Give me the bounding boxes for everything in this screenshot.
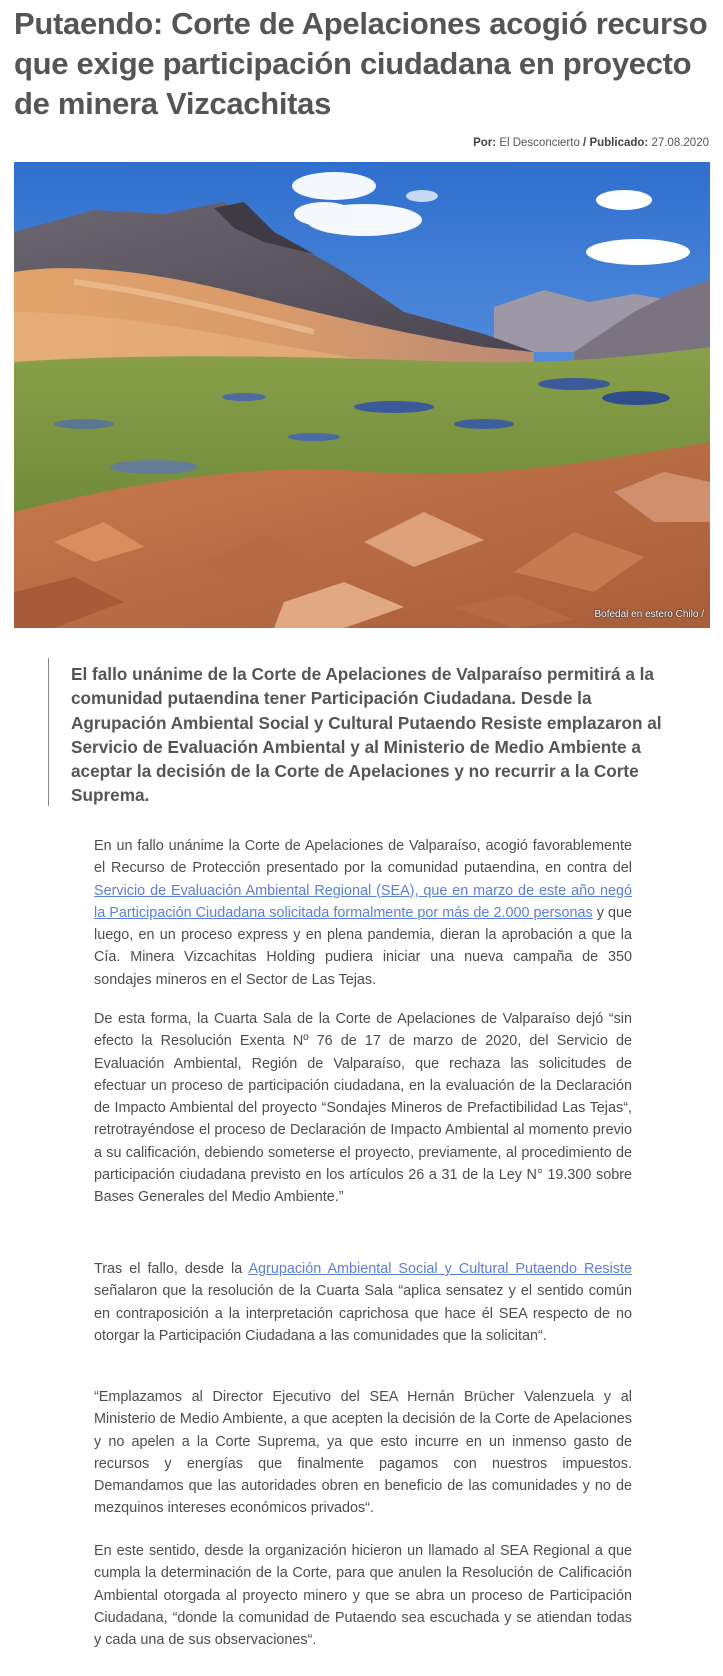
- article-title: Putaendo: Corte de Apelaciones acogió recurso que exige participación ciudadana en proyecto de minera Vizcachitas: [14, 6, 708, 121]
- byline-author: El Desconcierto: [499, 137, 580, 149]
- hero-image: [14, 162, 710, 628]
- paragraph-5: En este sentido, desde la organización hicieron un llamado al SEA Regional a que cumpla la determinación de la Corte, para que anulen la Resolución de Calificación Ambiental otorgada al proyecto minero y que se abra un proceso de Participación Ciudadana, “donde la comunidad de Putaendo sea escuchada y se atiendan todas y cada una de sus observaciones“.: [94, 1543, 632, 1649]
- lead-quote: [48, 658, 671, 806]
- paragraph-3-text-after: señalaron que la resolución de la Cuarta Sala “aplica sensatez y el sentido común en contraposición a la interpretación caprichosa que hace él SEA respecto de no otorgar la Participación Ciudadana a las comunidades que la solicitan“.: [94, 1283, 632, 1344]
- sea-link[interactable]: Servicio de Evaluación Ambiental Regional (SEA), que en marzo de este año negó la Participación Ciudadana solicitada formalmente por más de 2.000 personas: [94, 882, 632, 921]
- byline: [473, 137, 709, 149]
- paragraph-1-text-before: En un fallo unánime la Corte de Apelaciones de Valparaíso, acogió favorablemente el Recurso de Protección presentado por la comunidad putaendina, en contra del: [94, 838, 632, 877]
- paragraph-1-text-after: y que luego, en un proceso express y en plena pandemia, dieran la aprobación a que la Cía. Minera Vizcachitas Holding pudiera iniciar una nueva campaña de 350 sondajes mineros en el Sector de Las Tejas.: [94, 904, 632, 988]
- byline-publicado-label: Publicado:: [589, 137, 649, 149]
- lead-text: El fallo unánime de la Corte de Apelaciones de Valparaíso permitirá a la comunidad putaendina tener Participación Ciudadana. Desde la Agrupación Ambiental Social y Cultural Putaendo Resiste emplazaron al Servicio de Evaluación Ambiental y al Ministerio de Medio Ambiente a aceptar la decisión de la Corte de Apelaciones y no recurrir a la Corte Suprema.: [71, 664, 662, 806]
- paragraph-1: [94, 835, 632, 991]
- byline-por-label: Por:: [473, 137, 497, 149]
- byline-date: 27.08.2020: [651, 137, 709, 149]
- paragraph-4: “Emplazamos al Director Ejecutivo del SEA Hernán Brücher Valenzuela y al Ministerio de Medio Ambiente, a que acepten la decisión de la Corte de Apelaciones y no apelen a la Corte Suprema, ya que esto incurre en un inmenso gasto de recursos y energías que finalmente pagamos con nuestros impuestos. Demandamos que las autoridades obren en beneficio de las comunidades y no de mezquinos intereses económicos privados“.: [94, 1389, 632, 1517]
- putaendo-resiste-link[interactable]: Agrupación Ambiental Social y Cultural Putaendo Resiste: [248, 1261, 632, 1277]
- image-caption: Bofedal en estero Chilo /: [594, 609, 704, 620]
- landscape-photo: [14, 162, 710, 628]
- paragraph-3: [94, 1258, 632, 1347]
- paragraph-3-text-before: Tras el fallo, desde la: [94, 1261, 249, 1277]
- paragraph-2: De esta forma, la Cuarta Sala de la Corte de Apelaciones de Valparaíso dejó “sin efecto la Resolución Exenta Nº 76 de 17 de marzo de 2020, del Servicio de Evaluación Ambiental, Región de Valparaíso, que rechaza las solicitudes de efectuar un proceso de participación ciudadana, en la evaluación de la Declaración de Impacto Ambiental del proyecto “Sondajes Mineros de Prefactibilidad Las Tejas“, retrotrayéndose el proceso de Declaración de Impacto Ambiental al momento previo a su calificación, debiendo someterse el proyecto, previamente, al procedimiento de participación ciudadana previsto en los artículos 26 a 31 de la Ley N° 19.300 sobre Bases Generales del Medio Ambiente.”: [94, 1011, 632, 1206]
- byline-separator: /: [579, 137, 590, 149]
